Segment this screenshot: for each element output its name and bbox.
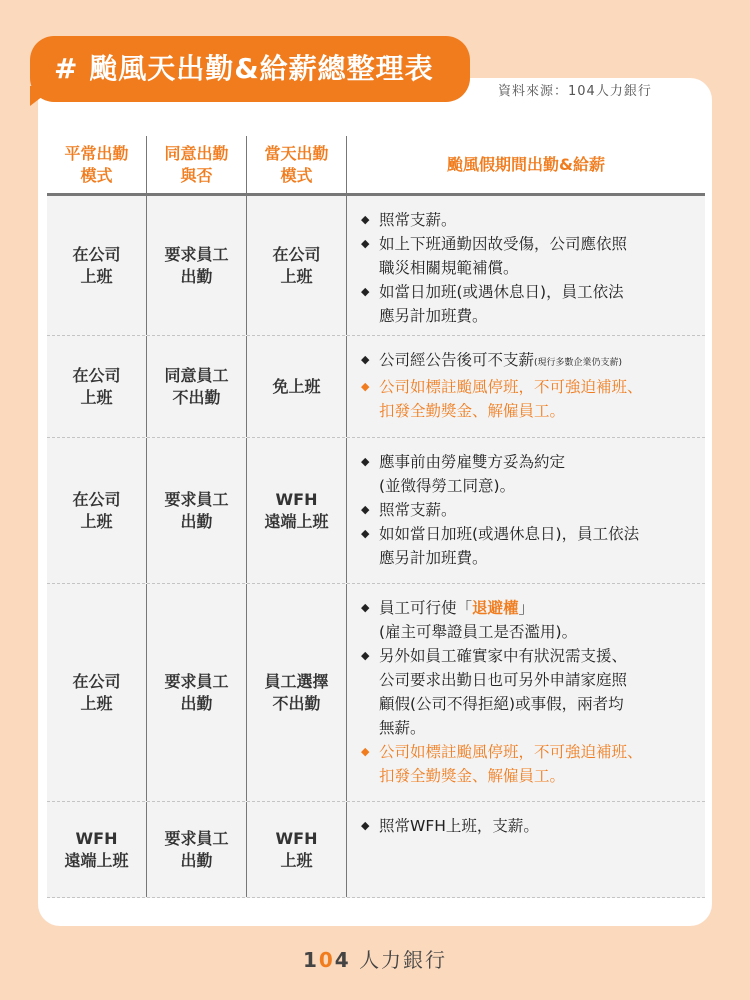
cell-pay-details: [347, 584, 705, 801]
diamond-bullet-icon: ◆: [361, 503, 370, 516]
table-header: [47, 136, 705, 196]
cell-pay-details: [347, 438, 705, 583]
table-row: [47, 584, 705, 802]
header-pay-details: 颱風假期間出勤&給薪: [447, 154, 605, 174]
note-bullet: [361, 596, 705, 644]
cell-pay-details: [347, 802, 705, 897]
note-text: [379, 208, 457, 232]
cell-normal-mode: WFH 遠端上班: [47, 802, 147, 897]
note-bullet: [361, 814, 705, 838]
note-text: [379, 596, 577, 644]
note-text-main: 公司經公告後可不支薪: [379, 351, 535, 369]
note-bullet: [361, 348, 705, 375]
header-consent: 同意出勤 與否: [147, 136, 247, 193]
note-text-main: 應事前由勞雇雙方妥為約定 (並徵得勞工同意)。: [379, 453, 566, 495]
page-title: # 颱風天出勤&給薪總整理表: [30, 36, 470, 102]
cell-pay-details: [347, 196, 705, 335]
note-text-main: 如如當日加班(或遇休息日)，員工依法 應另計加班費。: [379, 525, 640, 567]
diamond-bullet-icon: ◆: [361, 353, 370, 366]
diamond-bullet-icon: ◆: [361, 649, 370, 662]
table-body: [47, 196, 705, 898]
diamond-bullet-icon: ◆: [361, 601, 370, 614]
cell-sameday-mode: WFH 上班: [247, 802, 347, 897]
note-text-main: 公司如標註颱風停班，不可強迫補班、 扣發全勤獎金、解僱員工。: [379, 743, 643, 785]
note-bullet: [361, 208, 705, 232]
note-text-main: 公司如標註颱風停班，不可強迫補班、 扣發全勤獎金、解僱員工。: [379, 378, 643, 420]
note-text-main: 照常支薪。: [379, 501, 457, 519]
note-text: [379, 375, 643, 423]
note-bullet: [361, 450, 705, 498]
note-bullet: [361, 232, 705, 280]
diamond-bullet-icon: ◆: [361, 745, 370, 758]
header-sameday-mode: 當天出勤 模式: [247, 136, 347, 193]
brand-logo: [0, 944, 750, 973]
logo-digit-4: 4: [334, 948, 351, 972]
table-row: [47, 802, 705, 898]
note-text-main: 照常支薪。: [379, 211, 457, 229]
note-text: [379, 522, 639, 570]
diamond-bullet-icon: ◆: [361, 380, 370, 393]
diamond-bullet-icon: ◆: [361, 819, 370, 832]
note-text: [379, 280, 624, 328]
logo-digit-0: 0: [318, 948, 335, 972]
cell-sameday-mode: 在公司 上班: [247, 196, 347, 335]
logo-digit-1: 1: [302, 948, 319, 972]
cell-consent: 要求員工 出勤: [147, 802, 247, 897]
cell-normal-mode: 在公司 上班: [47, 438, 147, 583]
note-text: [379, 740, 643, 788]
cell-consent: 要求員工 出勤: [147, 584, 247, 801]
note-text-main: 如當日加班(或遇休息日)，員工依法 應另計加班費。: [379, 283, 624, 325]
logo-text: 人力銀行: [359, 948, 448, 972]
diamond-bullet-icon: ◆: [361, 455, 370, 468]
cell-consent: 同意員工 不出勤: [147, 336, 247, 437]
note-text: [379, 348, 622, 375]
cell-normal-mode: 在公司 上班: [47, 336, 147, 437]
note-bullet: [361, 644, 705, 740]
note-text: [379, 450, 565, 498]
diamond-bullet-icon: ◆: [361, 237, 370, 250]
cell-sameday-mode: 員工選擇 不出勤: [247, 584, 347, 801]
source-note: 資料來源：104人力銀行: [498, 84, 652, 99]
note-bullet: [361, 740, 705, 788]
note-text: [379, 232, 627, 280]
note-small-print: (現行多數企業仍支薪): [534, 358, 623, 368]
note-text-main: 照常WFH上班，支薪。: [379, 817, 539, 835]
note-bullet: [361, 375, 705, 423]
header-normal-mode: 平常出勤 模式: [47, 136, 147, 193]
table-row: [47, 438, 705, 584]
diamond-bullet-icon: ◆: [361, 527, 370, 540]
note-text-main: 如上下班通勤因故受傷，公司應依照 職災相關規範補償。: [379, 235, 628, 277]
table-row: [47, 196, 705, 336]
note-text: [379, 644, 627, 740]
cell-consent: 要求員工 出勤: [147, 196, 247, 335]
cell-sameday-mode: 免上班: [247, 336, 347, 437]
note-bullet: [361, 498, 705, 522]
cell-sameday-mode: WFH 遠端上班: [247, 438, 347, 583]
note-text: [379, 814, 539, 838]
note-bullet: [361, 280, 705, 328]
cell-consent: 要求員工 出勤: [147, 438, 247, 583]
cell-normal-mode: 在公司 上班: [47, 584, 147, 801]
note-text-prefix: 員工可行使「: [379, 599, 473, 617]
note-text-main: 另外如員工確實家中有狀況需支援、 公司要求出勤日也可另外申請家庭照 顧假(公司不得拒絕)或事假，兩者均 無薪。: [379, 647, 628, 737]
table-row: [47, 336, 705, 438]
cell-normal-mode: 在公司 上班: [47, 196, 147, 335]
highlight-term: 退避權: [472, 599, 519, 617]
note-text-suffix: 」 (雇主可舉證員工是否濫用)。: [379, 599, 578, 641]
note-bullet: [361, 522, 705, 570]
diamond-bullet-icon: ◆: [361, 285, 370, 298]
note-text: [379, 498, 457, 522]
diamond-bullet-icon: ◆: [361, 213, 370, 226]
typhoon-pay-table: [47, 136, 705, 898]
cell-pay-details: [347, 336, 705, 437]
